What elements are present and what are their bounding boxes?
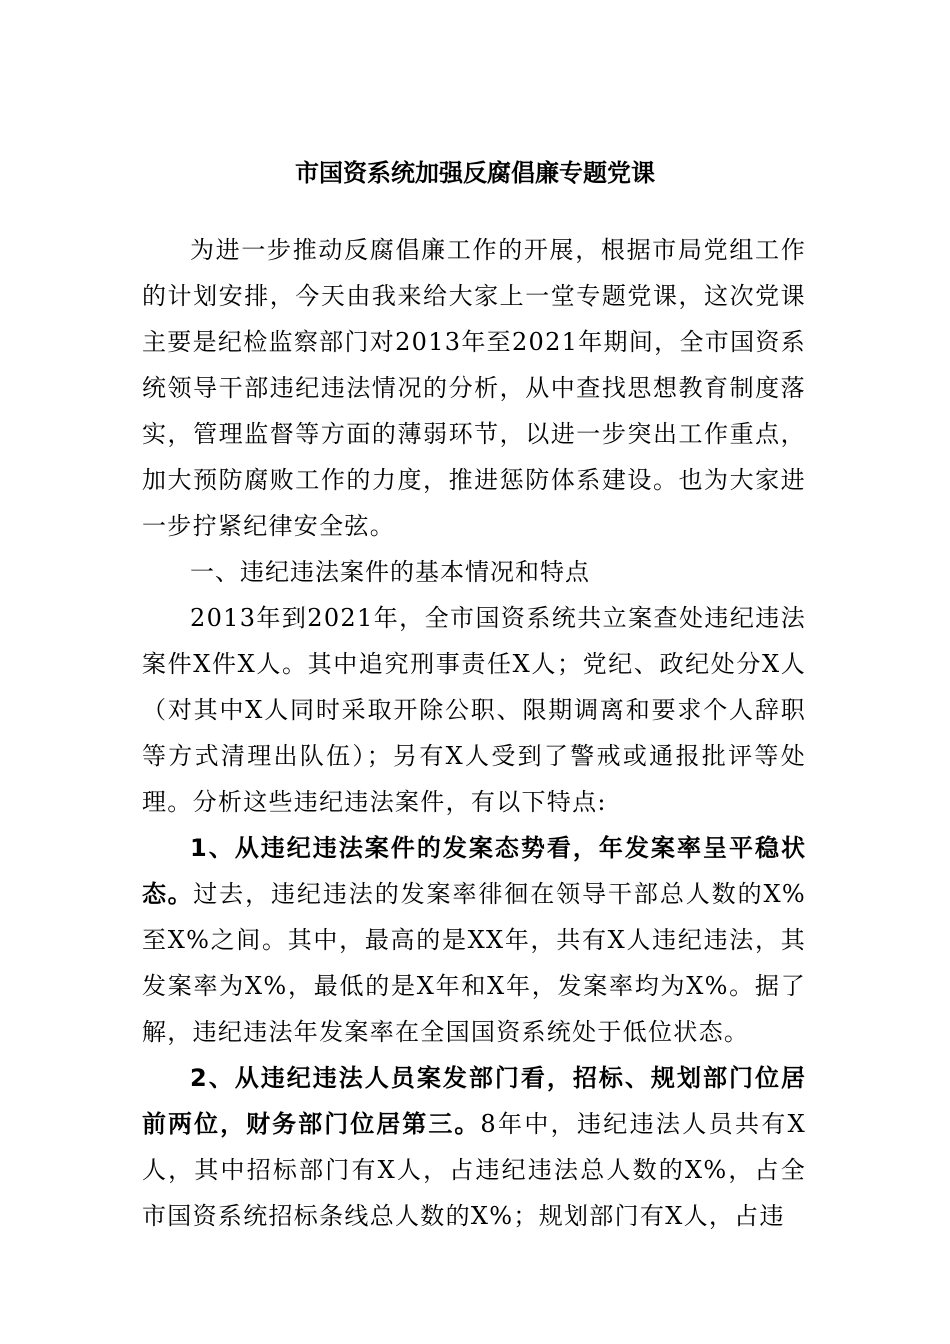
point-1-text: 过去，违纪违法的发案率徘徊在领导干部总人数的X%至X%之间。其中，最高的是XX年，共有X人违纪违法，其发案率为X%，最低的是X年和X年，发案率均为X%。据了解，违纪违法年发案率在全国国资系统处于低位状态。 [142, 880, 807, 1046]
document-body [142, 227, 806, 1239]
point-2-text: 8年中，违纪违法人员共有X人，其中招标部门有X人，占违纪违法总人数的X%，占全市国资系统招标条线总人数的X%；规划部门有X人，占违 [142, 1110, 806, 1230]
intro-paragraph: 为进一步推动反腐倡廉工作的开展，根据市局党组工作的计划安排，今天由我来给大家上一堂专题党课，这次党课主要是纪检监察部门对2013年至2021年期间，全市国资系统领导干部违纪违法情况的分析，从中查找思想教育制度落实，管理监督等方面的薄弱环节，以进一步突出工作重点，加大预防腐败工作的力度，推进惩防体系建设。也为大家进一步拧紧纪律安全弦。 [142, 236, 806, 540]
point-2-paragraph [142, 1055, 806, 1239]
point-1-lead: 1、从违纪违法案件的发案态势看，年发案率呈平稳状态。 [142, 834, 806, 908]
section-heading: 一、违纪违法案件的基本情况和特点 [190, 558, 590, 586]
document-title: 市国资系统加强反腐倡廉专题党课 [295, 158, 655, 187]
point-1-paragraph [142, 825, 806, 1055]
point-2-lead: 2、从违纪违法人员案发部门看，招标、规划部门位居前两位，财务部门位居第三。 [142, 1064, 806, 1138]
section-paragraph: 2013年到2021年，全市国资系统共立案查处违纪违法案件X件X人。其中追究刑事责任X人；党纪、政纪处分X人（对其中X人同时采取开除公职、限期调离和要求个人辞职等方式清理出队伍）；另有X人受到了警戒或通报批评等处理。分析这些违纪违法案件，有以下特点: [142, 604, 806, 816]
